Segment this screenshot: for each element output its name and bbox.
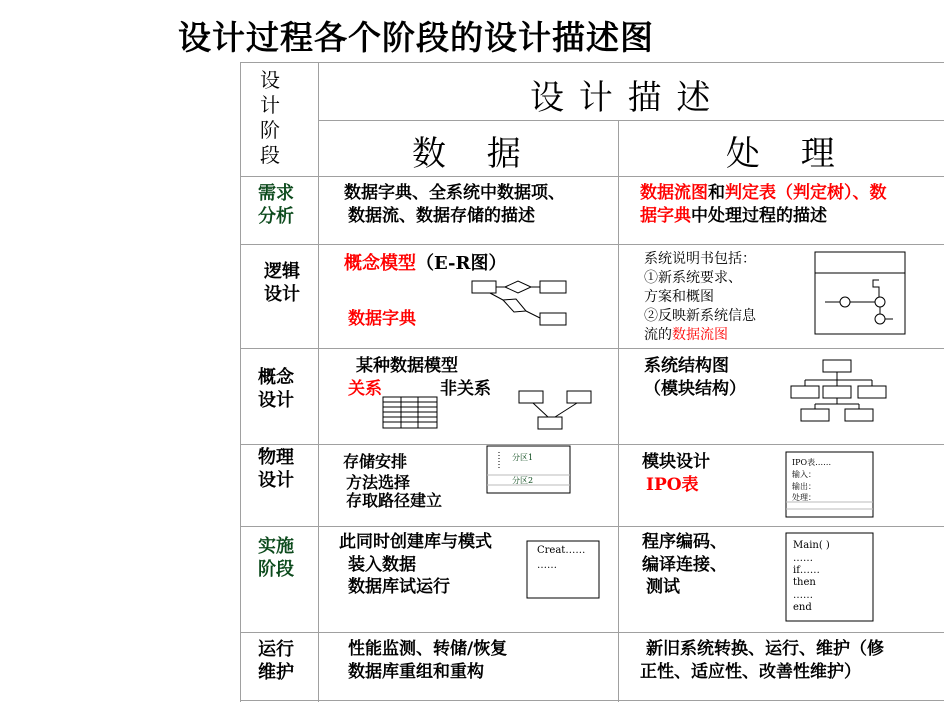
ops-proc-2: 正性、适应性、改善性维护） (640, 662, 861, 682)
phys-proc-2: IPO表 (646, 475, 699, 495)
phys-data-3: 存取路径建立 (346, 491, 443, 510)
concept-data-title: 某种数据模型 (356, 356, 458, 376)
header-design-desc: 设 计 描 述 (530, 78, 711, 118)
ops-data-1: 性能监测、转储/恢复 (348, 639, 508, 659)
code-box (786, 533, 873, 621)
stage-physical: 物理设计 (258, 447, 294, 491)
creat-line: …… (537, 560, 557, 571)
impl-data-1: 此同时创建库与模式 (339, 532, 492, 552)
impl-proc-1: 程序编码、 (642, 532, 727, 552)
stage-logical: 逻辑设计 (264, 261, 300, 305)
header-stage: 设计阶段 (260, 68, 280, 167)
concept-proc-2: （模块结构） (644, 379, 746, 399)
req-data-line1: 数据字典、全系统中数据项、 (344, 183, 565, 203)
phys-proc-1: 模块设计 (642, 452, 710, 472)
code-line: …… (793, 590, 813, 601)
header-process: 处 理 (726, 134, 835, 174)
concept-data-relational: 关系 (348, 379, 382, 399)
impl-data-2: 装入数据 (348, 555, 416, 575)
ipo-line: IPO表…… (792, 458, 832, 467)
stage-implementation: 实施阶段 (258, 536, 294, 580)
dfd-diagram (815, 252, 905, 334)
logic-proc-3: 方案和概图 (644, 289, 714, 305)
ipo-line: 处理： (792, 493, 816, 502)
concept-proc-1: 系统结构图 (644, 356, 729, 376)
code-line: end (793, 602, 812, 613)
stage-requirements: 需求分析 (258, 183, 294, 227)
ops-proc-1: 新旧系统转换、运行、维护（修 (646, 639, 884, 659)
logic-proc-2: ①新系统要求、 (644, 270, 742, 286)
stage-conceptual: 概念设计 (258, 367, 294, 411)
phys-data-1: 存储安排 (343, 452, 408, 471)
partition-box (487, 446, 570, 493)
logic-proc-1: 系统说明书包括： (644, 251, 756, 267)
impl-proc-2: 编译连接、 (642, 555, 727, 575)
er-diagram (472, 281, 566, 325)
partition-1: 分区1 (512, 453, 534, 462)
code-line: if…… (793, 565, 820, 576)
stage-operation: 运行维护 (258, 639, 294, 683)
impl-data-3: 数据库试运行 (348, 577, 450, 597)
nonrelational-diagram (519, 391, 591, 429)
page-title: 设计过程各个阶段的设计描述图 (178, 18, 654, 57)
concept-data-nonrelational: 非关系 (440, 379, 491, 399)
creat-box (527, 541, 599, 598)
code-line: …… (793, 553, 813, 564)
impl-proc-3: 测试 (646, 577, 680, 597)
req-process-line2: 据字典中处理过程的描述 (640, 206, 827, 226)
code-line: then (793, 577, 816, 588)
header-data: 数 据 (412, 134, 521, 174)
ops-data-2: 数据库重组和重构 (348, 662, 484, 682)
phys-data-2: 方法选择 (346, 473, 411, 492)
logic-data-dict: 数据字典 (348, 309, 416, 329)
partition-2: 分区2 (512, 476, 534, 485)
code-line: Main( ) (793, 540, 830, 551)
req-data-line2: 数据流、数据存储的描述 (348, 206, 535, 226)
logic-proc-5: 流的数据流图 (644, 327, 728, 343)
ipo-box (786, 452, 873, 517)
module-structure-chart (791, 360, 886, 421)
creat-line: Creat…… (537, 545, 586, 556)
req-process-line1: 数据流图和判定表（判定树）、数 (640, 183, 887, 203)
logic-proc-4: ②反映新系统信息 (644, 308, 756, 324)
ipo-line: 输出： (792, 482, 816, 491)
ipo-line: 输入： (792, 470, 816, 479)
logic-data-model: 概念模型（E-R图） (344, 253, 507, 274)
relational-table (383, 397, 437, 428)
